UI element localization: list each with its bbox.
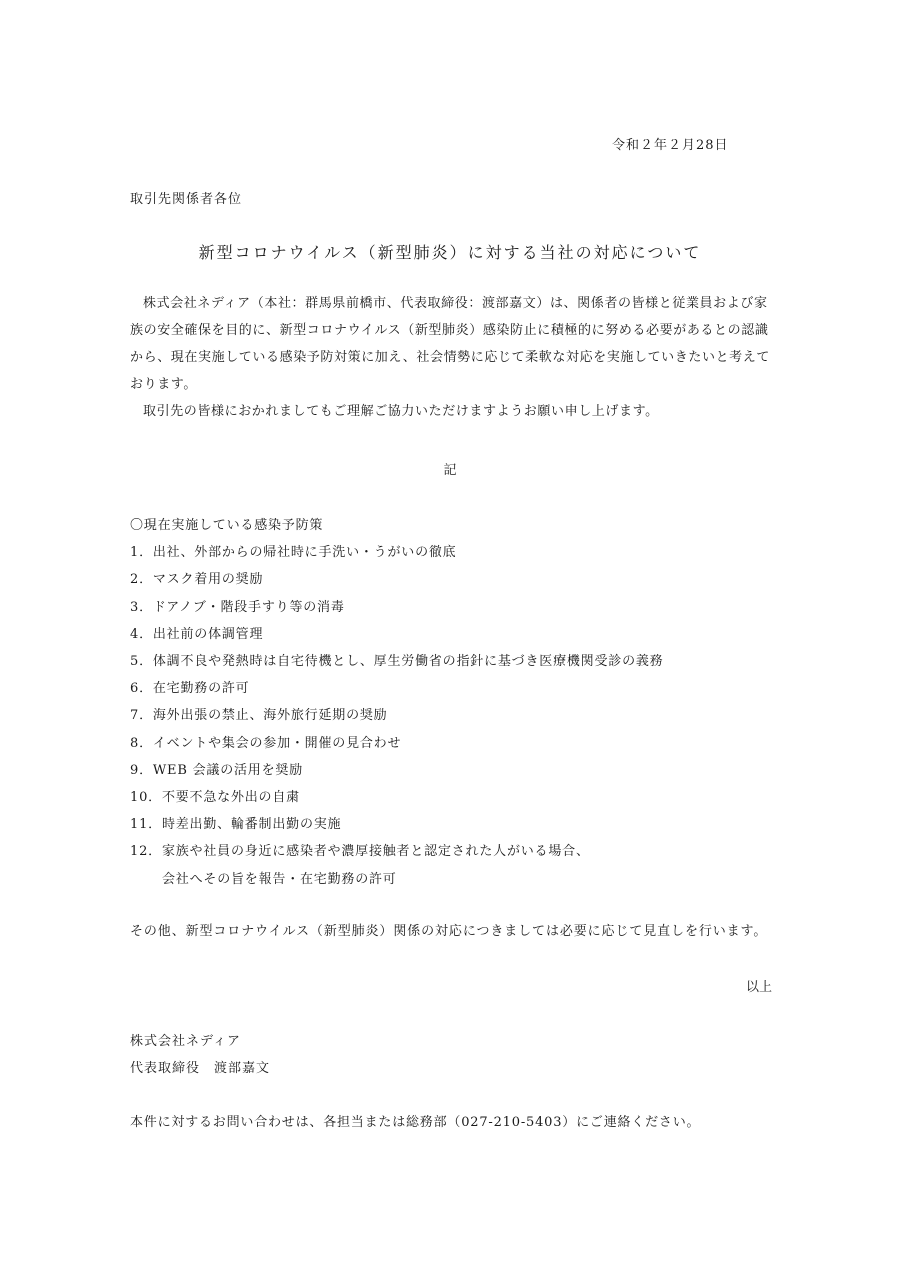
list-item: 2．マスク着用の奨励: [130, 572, 264, 588]
list-item: 9．WEB 会議の活用を奨励: [130, 762, 304, 778]
intro-section: [130, 290, 775, 425]
company-name: 株式会社ネディア: [130, 1034, 241, 1049]
measures-heading: 〇現在実施している感染予防策: [130, 518, 324, 533]
document-date: 令和２年２月28日: [612, 138, 729, 153]
list-item: 12．家族や社員の身近に感染者や濃厚接触者と認定された人がいる場合、: [130, 844, 590, 860]
list-item: 11．時差出勤、輪番制出勤の実施: [130, 817, 342, 833]
list-item: 3．ドアノブ・階段手すり等の消毒: [130, 599, 345, 615]
list-item: 7．海外出張の禁止、海外旅行延期の奨励: [130, 708, 388, 724]
signer-line: 代表取締役 渡部嘉文: [130, 1061, 271, 1076]
document-title: 新型コロナウイルス（新型肺炎）に対する当社の対応について: [198, 243, 702, 262]
contact-line: 本件に対するお問い合わせは、各担当または総務部（027-210-5403）にご連絡ください。: [130, 1115, 701, 1130]
list-item: 4．出社前の体調管理: [130, 626, 264, 642]
intro-paragraph: 取引先の皆様におかれましてもご理解ご協力いただけますようお願い申し上げます。: [143, 404, 659, 419]
measures-section: [130, 512, 780, 893]
list-item: 6．在宅勤務の許可: [130, 681, 250, 697]
intro-paragraph: 株式会社ネディア（本社：群馬県前橋市、代表取締役：渡部嘉文）は、関係者の皆様と従業員および家族の安全確保を目的に、新型コロナウイルス（新型肺炎）感染防止に積極的に努める必要があるとの認識から、現在実施している感染予防対策に加え、社会情勢に応じて柔軟な対応を実施していきたいと考えております。: [130, 296, 770, 392]
other-paragraph: その他、新型コロナウイルス（新型肺炎）関係の対応につきましては必要に応じて見直しを行います。: [130, 924, 768, 939]
closing-mark: 以上: [745, 980, 772, 995]
ki-marker: 記: [443, 463, 457, 478]
list-item: 8．イベントや集会の参加・開催の見合わせ: [130, 735, 402, 751]
list-item: 10．不要不急な外出の自粛: [130, 790, 300, 806]
list-item: 5．体調不良や発熱時は自宅待機とし、厚生労働省の指針に基づき医療機関受診の義務: [130, 654, 664, 670]
list-item: 1．出社、外部からの帰社時に手洗い・うがいの徹底: [130, 545, 457, 561]
recipient-line: 取引先関係者各位: [130, 192, 243, 207]
list-item-continuation: 会社へその旨を報告・在宅勤務の許可: [162, 871, 397, 887]
